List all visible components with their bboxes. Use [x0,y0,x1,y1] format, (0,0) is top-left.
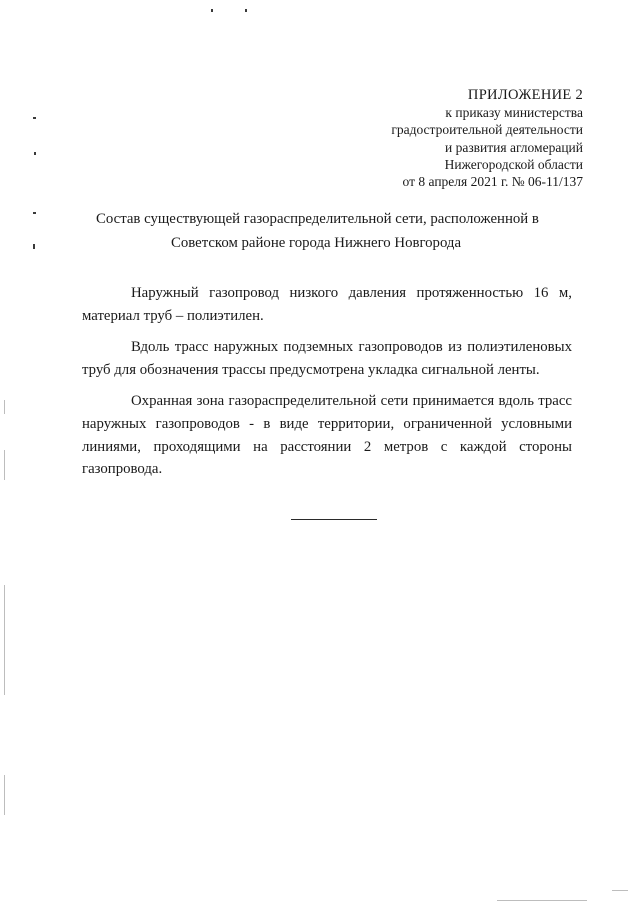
scan-speck [33,244,35,249]
scan-edge-mark [4,775,5,815]
closing-divider [291,519,377,520]
appendix-line: и развития агломераций [444,139,583,155]
scan-edge-mark [4,585,5,695]
scan-speck [211,9,213,12]
document-title [96,207,539,255]
appendix-line: градостроительной деятельности [391,122,583,138]
scan-speck [33,212,36,214]
scan-speck [34,152,36,155]
document-body [82,282,572,490]
scan-edge-mark [612,890,628,891]
paragraph-line: наружных газопроводов - в виде территории, ограниченной условными [82,415,572,432]
paragraph-line: Вдоль трасс наружных подземных газопроводов из полиэтиленовых [131,339,572,356]
appendix-line: к приказу министерства [445,105,583,121]
title-line: Состав существующей газораспределительной сети, расположенной в [96,211,539,227]
paragraph-line: труб для обозначения трассы предусмотрена укладка сигнальной ленты. [82,361,540,378]
scan-speck [245,9,247,12]
paragraph-line: газопровода. [82,461,163,478]
appendix-line: Нижегородской области [444,156,583,172]
scan-edge-mark [4,450,5,480]
scan-speck [33,117,36,119]
title-line: Советском районе города Нижнего Новгорода [170,235,462,251]
appendix-order-date: от 8 апреля 2021 г. № 06-11/137 [402,174,583,190]
paragraph-line: материал труб – полиэтилен. [82,307,264,324]
scan-edge-mark [497,900,587,901]
paragraph-pipeline [82,282,572,327]
appendix-header [391,87,583,190]
paragraph-line: Охранная зона газораспределительной сети принимается вдоль трасс [131,393,572,410]
paragraph-signal-tape [82,336,572,381]
paragraph-line: линиями, проходящими на расстоянии 2 метров с каждой стороны [82,438,572,455]
appendix-heading: ПРИЛОЖЕНИЕ 2 [467,87,583,103]
scan-edge-mark [4,400,5,414]
paragraph-protection-zone [82,390,572,480]
paragraph-line: Наружный газопровод низкого давления протяженностью 16 м, [131,285,572,301]
